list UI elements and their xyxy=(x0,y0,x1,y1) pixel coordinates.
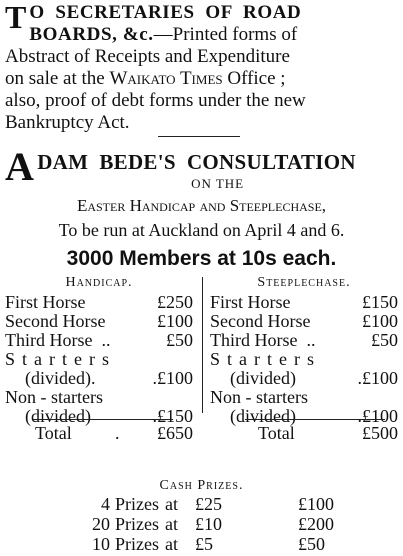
steeplechase-row xyxy=(210,369,398,388)
row-label: First Horse xyxy=(210,292,291,312)
prize-at: at xyxy=(165,514,178,534)
row-amount: £100 xyxy=(362,311,398,331)
prize-word: Prizes xyxy=(115,534,159,554)
handicap-row xyxy=(5,293,193,312)
steeplechase-total-rule xyxy=(245,419,385,420)
prize-columns xyxy=(5,273,398,453)
prize-each: £25 xyxy=(195,494,222,514)
advertisement-divider xyxy=(158,136,240,137)
total-dot: . xyxy=(115,423,120,443)
ad1-line-6: Bankruptcy Act. xyxy=(5,112,130,133)
ad1-newspaper-name: Waikato Times xyxy=(109,68,223,89)
prize-quantity: 20 xyxy=(92,514,110,534)
row-label: Third Horse .. xyxy=(210,330,316,350)
cash-prizes-heading: Cash Prizes. xyxy=(159,478,244,493)
ad1-line-5: also, proof of debt forms under the new xyxy=(5,90,306,111)
handicap-row xyxy=(5,331,193,350)
row-amount: £250 xyxy=(157,292,193,312)
cash-prize-row xyxy=(0,534,403,554)
row-label: Starters xyxy=(210,349,321,369)
prize-at: at xyxy=(165,494,178,514)
row-amount: £50 xyxy=(371,330,398,350)
ad2-run-date: To be run at Auckland on April 4 and 6. xyxy=(58,220,345,240)
consultation-advertisement xyxy=(5,144,398,453)
row-label: (divided). xyxy=(25,368,96,388)
handicap-row xyxy=(5,350,193,369)
ad1-line-2 xyxy=(5,24,398,46)
row-label: (divided) xyxy=(25,406,91,426)
ad1-dropcap: T xyxy=(5,0,27,35)
total-amount: £500 xyxy=(362,423,398,443)
total-label: Total xyxy=(35,423,72,443)
ad1-on-sale: on sale at the xyxy=(5,68,110,89)
row-label: Third Horse .. xyxy=(5,330,111,350)
row-amount: .£100 xyxy=(152,368,193,388)
steeplechase-heading: Steeplechase. xyxy=(257,275,351,290)
handicap-column xyxy=(5,273,193,443)
ad2-dropcap: A xyxy=(5,144,35,189)
prize-quantity: 10 xyxy=(92,534,110,554)
steeplechase-row xyxy=(210,293,398,312)
row-label: Second Horse xyxy=(210,311,311,331)
prize-word: Prizes xyxy=(115,514,159,534)
ad1-heading: O SECRETARIES OF ROAD xyxy=(29,2,302,23)
ad1-boards: BOARDS, &c. xyxy=(29,24,154,45)
steeplechase-row xyxy=(210,388,398,407)
total-amount: £650 xyxy=(157,423,193,443)
cash-prize-row xyxy=(0,514,403,534)
ad1-line-4 xyxy=(5,68,398,90)
prize-word: Prizes xyxy=(115,494,159,514)
row-label: (divided) xyxy=(230,406,296,426)
handicap-row xyxy=(5,312,193,331)
handicap-total-rule xyxy=(33,419,173,420)
row-label: (divided) xyxy=(230,368,296,388)
row-amount: .£100 xyxy=(357,368,398,388)
row-amount: .£150 xyxy=(152,406,193,426)
prize-at: at xyxy=(165,534,178,554)
row-label: Second Horse xyxy=(5,311,106,331)
handicap-row xyxy=(5,388,193,407)
prize-quantity: 4 xyxy=(101,494,110,514)
row-amount: £50 xyxy=(166,330,193,350)
ad1-printed-forms: —Printed forms of xyxy=(153,24,298,45)
prize-total: £100 xyxy=(298,494,334,514)
handicap-row xyxy=(5,369,193,388)
row-label: First Horse xyxy=(5,292,86,312)
ad2-event: Easter Handicap and Steeplechase, xyxy=(76,196,327,215)
ad2-on-the: ON THE xyxy=(191,176,245,191)
prize-each: £5 xyxy=(195,534,213,554)
row-amount: £100 xyxy=(157,311,193,331)
prize-total: £50 xyxy=(298,534,325,554)
handicap-heading: Handicap. xyxy=(65,275,133,290)
prize-each: £10 xyxy=(195,514,222,534)
steeplechase-row xyxy=(210,331,398,350)
column-divider xyxy=(202,277,203,413)
row-amount: .£100 xyxy=(357,406,398,426)
ad2-title-text: DAM BEDE'S CONSULTATION xyxy=(37,150,356,174)
steeplechase-column xyxy=(210,273,398,443)
secretaries-advertisement xyxy=(5,2,398,134)
cash-prize-row xyxy=(0,494,403,514)
row-label: Non - starters xyxy=(210,387,308,407)
ad2-members: 3000 Members at 10s each. xyxy=(66,247,337,270)
steeplechase-row xyxy=(210,350,398,369)
row-label: Starters xyxy=(5,349,116,369)
prize-total: £200 xyxy=(298,514,334,534)
ad1-office: Office ; xyxy=(222,68,286,89)
steeplechase-row xyxy=(210,312,398,331)
row-label: Non - starters xyxy=(5,387,103,407)
ad1-line-3: Abstract of Receipts and Expenditure xyxy=(5,46,290,67)
total-label: Total xyxy=(258,423,295,443)
row-amount: £150 xyxy=(362,292,398,312)
